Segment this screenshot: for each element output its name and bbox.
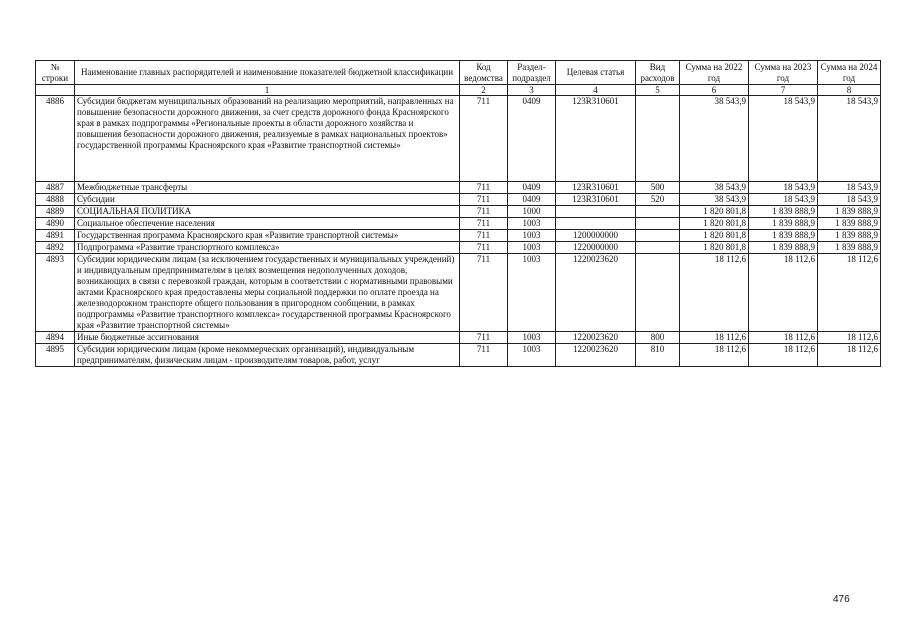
- column-number-cell: 1: [75, 85, 460, 96]
- table-header-row: [36, 61, 881, 85]
- row-sum-2023: 1 839 888,9: [749, 242, 818, 254]
- row-department-code: 711: [460, 332, 508, 344]
- row-section: 1003: [508, 254, 556, 332]
- row-sum-2023: 1 839 888,9: [749, 230, 818, 242]
- header-sum-2023: Сумма на 2023 год: [749, 61, 818, 85]
- row-department-code: 711: [460, 242, 508, 254]
- row-name: Субсидии бюджетам муниципальных образований на реализацию мероприятий, направленных на повышение безопасности дорожного движения, за счет средств дорожного фонда Красноярского края в рамках подпрограммы «Региональные проекты в области дорожного хозяйства и повышения безопасности дорожного движения, реализуемые в рамках национальных проектов» государственной программы Красноярского края «Развитие транспортной системы»: [75, 96, 460, 182]
- row-number: 4889: [36, 206, 75, 218]
- row-department-code: 711: [460, 182, 508, 194]
- row-expense-type: [636, 230, 680, 242]
- header-sum-2024: Сумма на 2024 год: [818, 61, 881, 85]
- row-sum-2024: 18 112,6: [818, 332, 881, 344]
- table-row: [36, 344, 881, 367]
- row-department-code: 711: [460, 230, 508, 242]
- table-row: [36, 332, 881, 344]
- row-section: 1003: [508, 242, 556, 254]
- row-department-code: 711: [460, 96, 508, 182]
- row-target-article: 1220023620: [556, 254, 636, 332]
- table-row: [36, 242, 881, 254]
- row-target-article: [556, 206, 636, 218]
- row-sum-2023: 18 112,6: [749, 332, 818, 344]
- column-number-cell: 4: [556, 85, 636, 96]
- row-sum-2024: 18 543,9: [818, 96, 881, 182]
- row-number: 4894: [36, 332, 75, 344]
- row-sum-2024: 18 543,9: [818, 182, 881, 194]
- column-number-cell: [36, 85, 75, 96]
- header-department-code: Код ведомства: [460, 61, 508, 85]
- header-expense-type: Вид расходов: [636, 61, 680, 85]
- row-target-article: 123R310601: [556, 194, 636, 206]
- header-section: Раздел-подраздел: [508, 61, 556, 85]
- row-department-code: 711: [460, 218, 508, 230]
- row-sum-2022: 38 543,9: [680, 194, 749, 206]
- row-department-code: 711: [460, 344, 508, 367]
- row-number: 4888: [36, 194, 75, 206]
- table-row: [36, 230, 881, 242]
- row-section: 1003: [508, 332, 556, 344]
- row-section: 0409: [508, 194, 556, 206]
- row-number: 4893: [36, 254, 75, 332]
- row-sum-2023: 1 839 888,9: [749, 218, 818, 230]
- row-sum-2024: 18 543,9: [818, 194, 881, 206]
- column-number-cell: 5: [636, 85, 680, 96]
- row-department-code: 711: [460, 254, 508, 332]
- row-sum-2024: 1 839 888,9: [818, 242, 881, 254]
- page-number: 476: [833, 594, 850, 605]
- row-name: Субсидии: [75, 194, 460, 206]
- row-number: 4890: [36, 218, 75, 230]
- row-sum-2024: 1 839 888,9: [818, 206, 881, 218]
- row-department-code: 711: [460, 194, 508, 206]
- row-section: 1003: [508, 344, 556, 367]
- header-name: Наименование главных распорядителей и наименование показателей бюджетной классификации: [75, 61, 460, 85]
- row-name: Иные бюджетные ассигнования: [75, 332, 460, 344]
- row-sum-2024: 1 839 888,9: [818, 218, 881, 230]
- row-section: 0409: [508, 96, 556, 182]
- row-department-code: 711: [460, 206, 508, 218]
- row-number: 4886: [36, 96, 75, 182]
- header-sum-2022: Сумма на 2022 год: [680, 61, 749, 85]
- row-sum-2022: 38 543,9: [680, 182, 749, 194]
- row-name: Социальное обеспечение населения: [75, 218, 460, 230]
- row-target-article: 1220023620: [556, 332, 636, 344]
- row-expense-type: [636, 96, 680, 182]
- row-name: Межбюджетные трансферты: [75, 182, 460, 194]
- row-sum-2024: 1 839 888,9: [818, 230, 881, 242]
- column-number-cell: 6: [680, 85, 749, 96]
- row-sum-2023: 18 543,9: [749, 182, 818, 194]
- budget-table: [35, 60, 881, 367]
- row-expense-type: [636, 242, 680, 254]
- row-target-article: 123R310601: [556, 182, 636, 194]
- table-row: [36, 206, 881, 218]
- column-number-cell: 8: [818, 85, 881, 96]
- row-name: Субсидии юридическим лицам (за исключением государственных и муниципальных учреждений) и индивидуальным предпринимателям в целях возмещения недополученных доходов, возникающих в связи с перевозкой граждан, которым в соответствии с нормативными правовыми актами Красноярского края предоставлены меры социальной поддержки по оплате проезда на железнодорожном транспорте общего пользования в пригородном сообщении, в рамках подпрограммы «Развитие транспортного комплекса» государственной программы Красноярского края «Развитие транспортной системы»: [75, 254, 460, 332]
- row-sum-2024: 18 112,6: [818, 344, 881, 367]
- row-sum-2022: 1 820 801,8: [680, 206, 749, 218]
- row-sum-2022: 1 820 801,8: [680, 242, 749, 254]
- row-expense-type: [636, 206, 680, 218]
- row-expense-type: [636, 218, 680, 230]
- row-number: 4887: [36, 182, 75, 194]
- row-number: 4892: [36, 242, 75, 254]
- row-name: Субсидии юридическим лицам (кроме некоммерческих организаций), индивидуальным предпринимателям, физическим лицам - производителям товаров, работ, услуг: [75, 344, 460, 367]
- row-section: 1003: [508, 230, 556, 242]
- row-number: 4895: [36, 344, 75, 367]
- row-sum-2022: 38 543,9: [680, 96, 749, 182]
- row-sum-2022: 18 112,6: [680, 254, 749, 332]
- row-name: Подпрограмма «Развитие транспортного комплекса»: [75, 242, 460, 254]
- row-sum-2024: 18 112,6: [818, 254, 881, 332]
- row-sum-2023: 18 112,6: [749, 254, 818, 332]
- row-target-article: 1220023620: [556, 344, 636, 367]
- row-sum-2022: 18 112,6: [680, 344, 749, 367]
- row-name: СОЦИАЛЬНАЯ ПОЛИТИКА: [75, 206, 460, 218]
- row-target-article: [556, 218, 636, 230]
- row-expense-type: 810: [636, 344, 680, 367]
- table-row: [36, 96, 881, 182]
- row-target-article: 1220000000: [556, 242, 636, 254]
- row-section: 0409: [508, 182, 556, 194]
- table-row: [36, 194, 881, 206]
- row-sum-2022: 18 112,6: [680, 332, 749, 344]
- column-number-cell: 3: [508, 85, 556, 96]
- row-target-article: 123R310601: [556, 96, 636, 182]
- row-name: Государственная программа Красноярского края «Развитие транспортной системы»: [75, 230, 460, 242]
- table-row: [36, 182, 881, 194]
- column-number-cell: 7: [749, 85, 818, 96]
- table-row: [36, 218, 881, 230]
- table-row: [36, 254, 881, 332]
- row-expense-type: 800: [636, 332, 680, 344]
- row-sum-2023: 18 112,6: [749, 344, 818, 367]
- row-sum-2023: 18 543,9: [749, 96, 818, 182]
- row-sum-2022: 1 820 801,8: [680, 230, 749, 242]
- row-sum-2022: 1 820 801,8: [680, 218, 749, 230]
- row-section: 1003: [508, 218, 556, 230]
- row-expense-type: 500: [636, 182, 680, 194]
- column-number-row: [36, 85, 881, 96]
- row-expense-type: [636, 254, 680, 332]
- row-sum-2023: 1 839 888,9: [749, 206, 818, 218]
- row-number: 4891: [36, 230, 75, 242]
- row-sum-2023: 18 543,9: [749, 194, 818, 206]
- row-section: 1000: [508, 206, 556, 218]
- row-expense-type: 520: [636, 194, 680, 206]
- row-target-article: 1200000000: [556, 230, 636, 242]
- header-target-article: Целевая статья: [556, 61, 636, 85]
- header-row-number: № строки: [36, 61, 75, 85]
- column-number-cell: 2: [460, 85, 508, 96]
